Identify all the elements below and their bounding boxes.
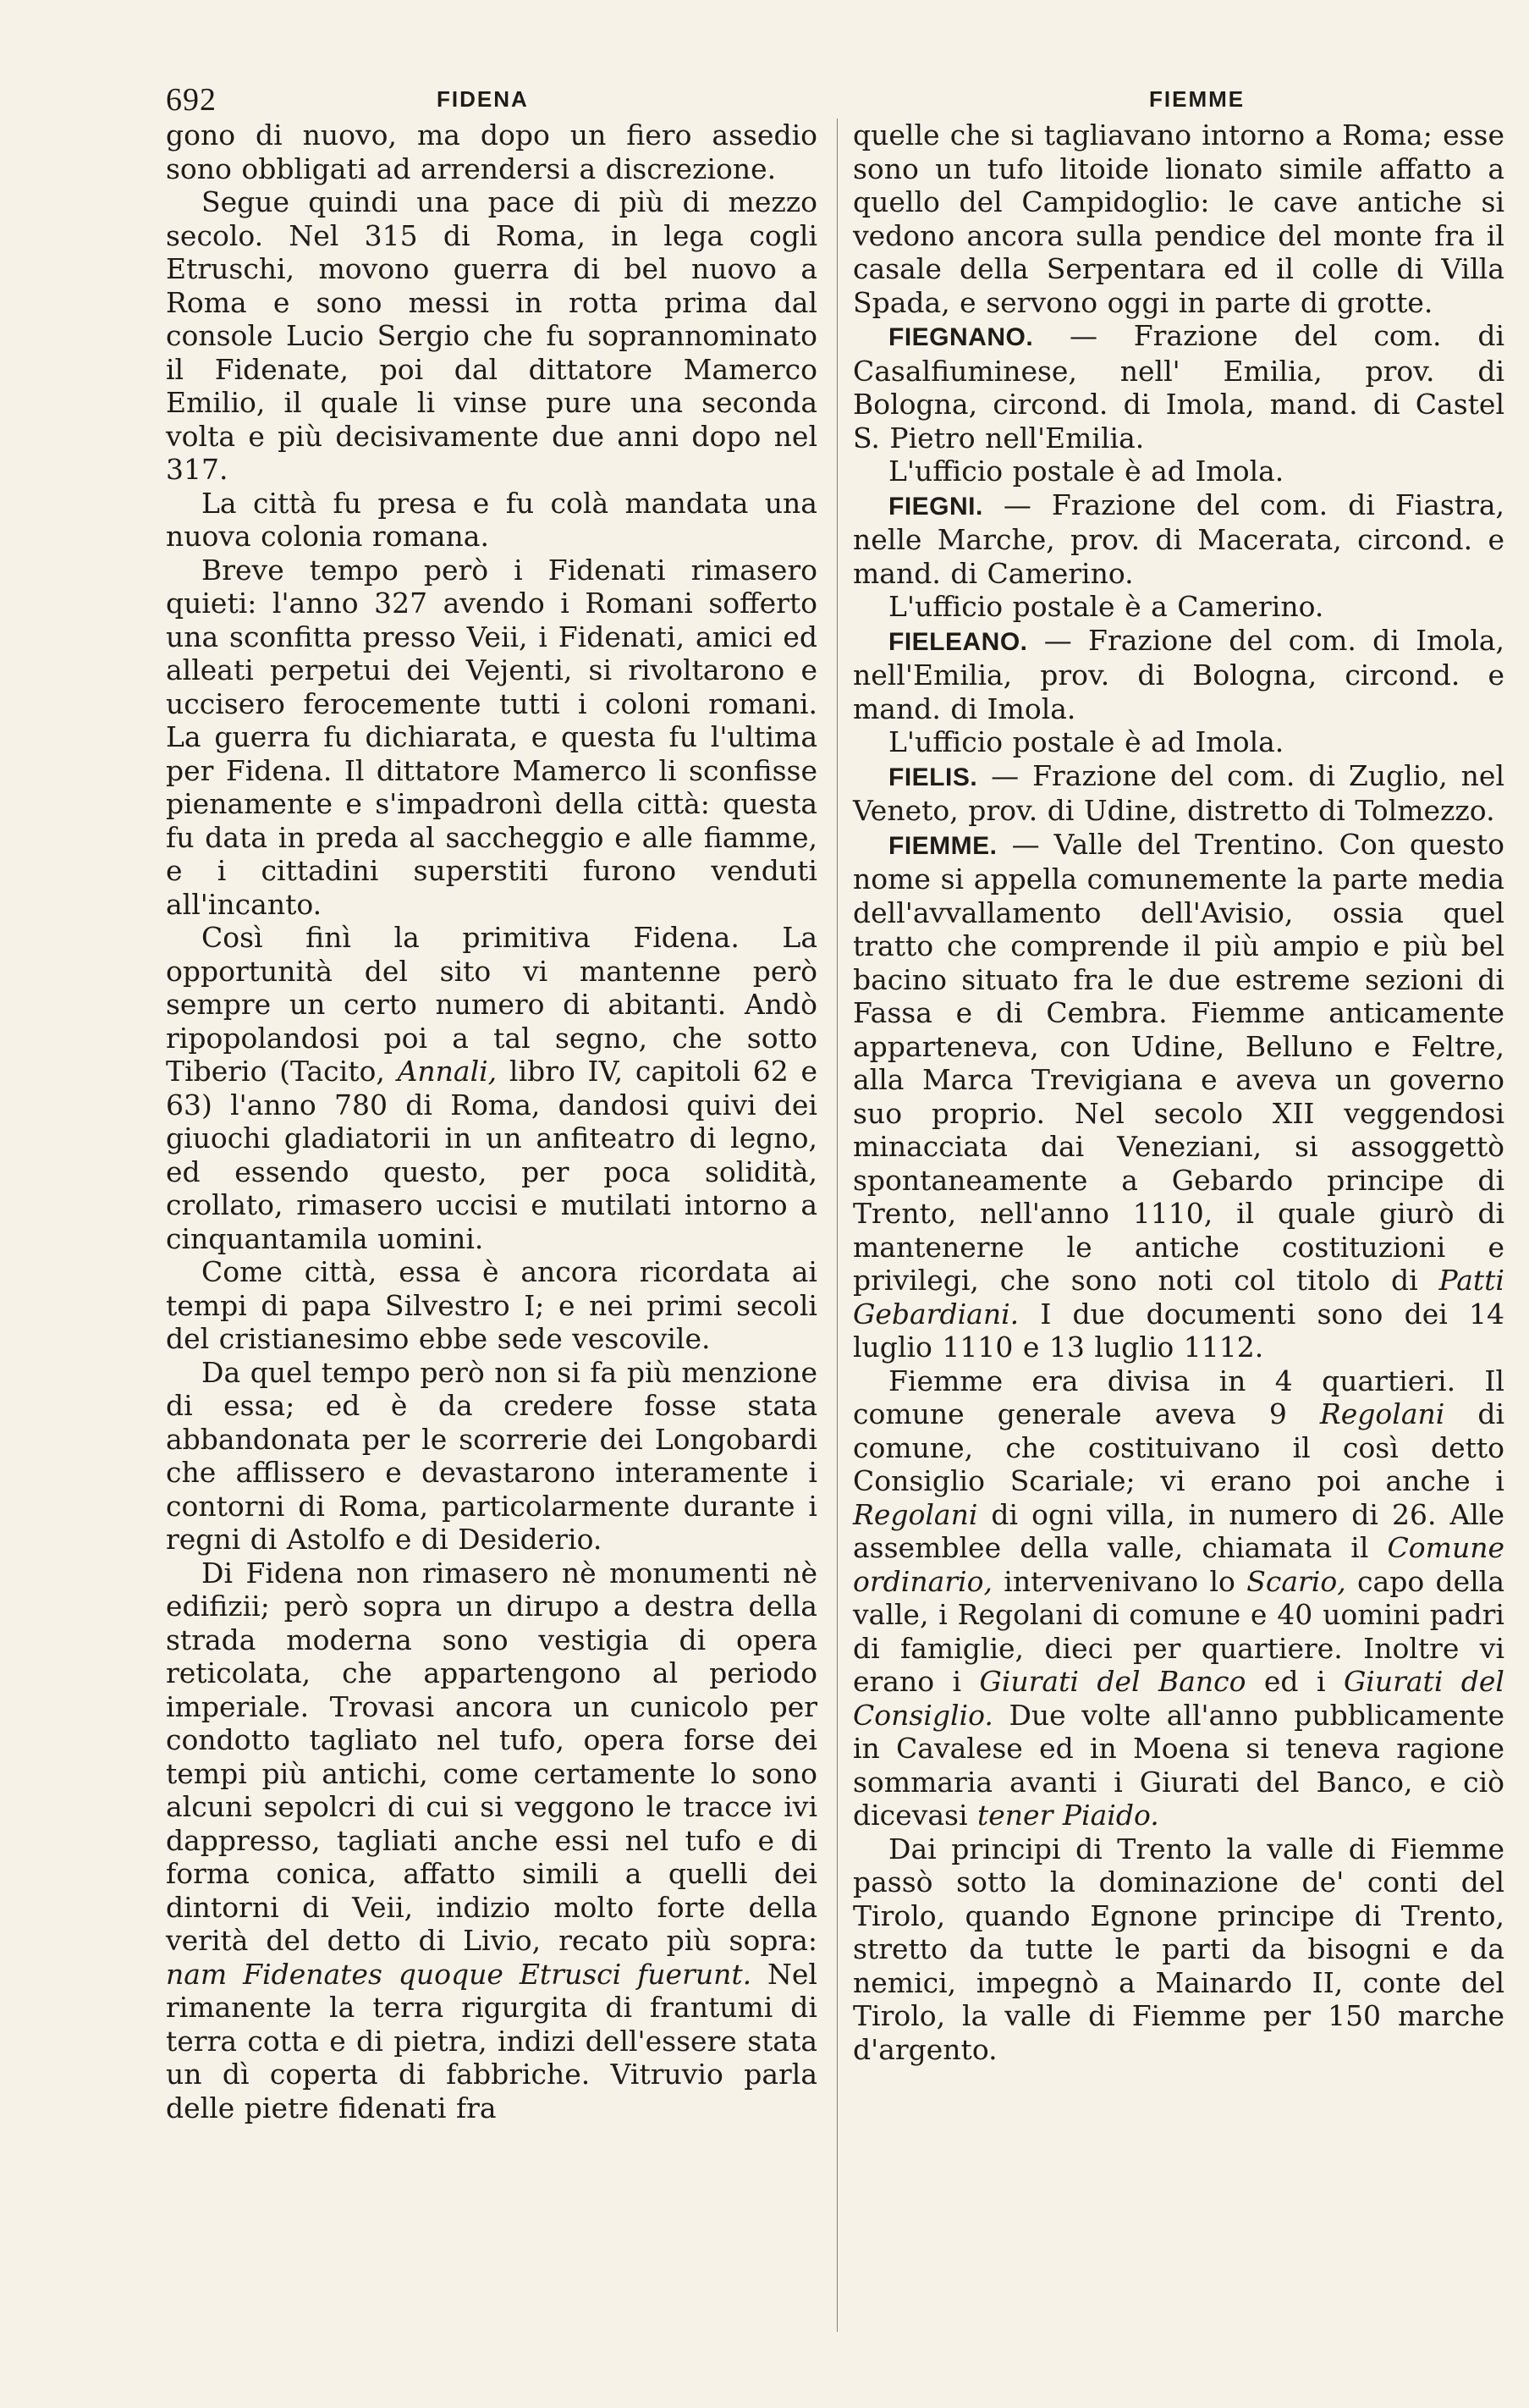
page-number: 692 — [166, 82, 217, 118]
italic-term: Giurati del Banco — [979, 1665, 1246, 1698]
entry-fielis: FIELIS. — Frazione del com. di Zuglio, nel Veneto, prov. di Udine, distretto di Tolmezzo. — [853, 758, 1504, 827]
italic-term: Scario, — [1246, 1564, 1346, 1598]
paragraph: quelle che si tagliavano intorno a Roma; esse sono un tufo litoide lionato simile affatto a quello del Campidoglio: le cave antiche si vedono ancora sulla pendice del monte fra il casale della Serpentara ed il colle di Villa Spada, e servono oggi in parte di grotte. — [853, 118, 1504, 319]
entry-fiegni: FIEGNI. — Frazione del com. di Fiastra, nelle Marche, prov. di Macerata, circond. e mand. di Camerino. — [853, 488, 1504, 590]
running-head-right: FIEMME — [1149, 86, 1246, 112]
left-column — [166, 118, 817, 2124]
paragraph: gono di nuovo, ma dopo un fiero assedio sono obbligati ad arrendersi a discrezione. — [166, 118, 817, 185]
italic-quote: nam Fidenates quoque Etrusci fuerunt. — [166, 1957, 752, 1991]
paragraph: Fiemme era divisa in 4 quartieri. Il comune generale aveva 9 Regolani di comune, che costituivano il così detto Consiglio Scariale; vi erano poi anche i Regolani di ogni villa, in numero di 26. Alle assemblee della valle, chiamata il Comune ordinario, intervenivano lo Scario, capo della valle, i Regolani di comune e 40 uomini padri di famiglie, dieci per quartiere. Inoltre vi erano i Giurati del Banco ed i Giurati del Consiglio. Due volte all'anno pubblicamente in Cavalese ed in Moena si teneva ragione sommaria avanti i Giurati del Banco, e ciò dicevasi tener Piaido. — [853, 1364, 1504, 1832]
italic-term: Comune ordinario, — [853, 1531, 1504, 1598]
paragraph: Breve tempo però i Fidenati rimasero quieti: l'anno 327 avendo i Romani sofferto una sconfitta presso Veii, i Fidenati, amici ed alleati perpetui dei Vejenti, si rivoltarono e uccisero ferocemente tutti i coloni romani. La guerra fu dichiarata, e questa fu l'ultima per Fidena. Il dittatore Mamerco li sconfisse pienamente e s'impadronì della città: questa fu data in preda al saccheggio e alle fiamme, e i cittadini superstiti furono venduti all'incanto. — [166, 553, 817, 921]
italic-term: tener Piaido. — [977, 1799, 1159, 1832]
entry-headword: FIEMME. — [888, 831, 998, 860]
paragraph: L'ufficio postale è ad Imola. — [888, 725, 1284, 758]
entry-headword: FIELEANO. — [888, 627, 1028, 656]
paragraph: Come città, essa è ancora ricordata ai tempi di papa Silvestro I; e nei primi secoli del cristianesimo ebbe sede vescovile. — [166, 1255, 817, 1355]
paragraph: Di Fidena non rimasero nè monumenti nè edifizii; però sopra un dirupo a destra della strada moderna sono vestigia di opera reticolata, che appartengono al periodo imperiale. Trovasi ancora un cunicolo per condotto tagliato nel tufo, opera forse dei tempi più antichi, come certamente lo sono alcuni sepolcri di cui si veggono le tracce ivi dappresso, tagliati anche essi nel tufo e di forma conica, affatto simili a quelli dei dintorni di Veii, indizio molto forte della verità del detto di Livio, recato più sopra: nam Fidenates quoque Etrusci fuerunt. Nel rimanente la terra rigurgita di frantumi di terra cotta e di pietra, indizi dell'essere stata un dì coperta di fabbriche. Vitruvio parla delle pietre fidenati fra — [166, 1556, 817, 2124]
entry-fiegnano: FIEGNANO. — Frazione del com. di Casalfiuminese, nell' Emilia, prov. di Bologna, circond. di Imola, mand. di Castel S. Pietro nell'Emilia. — [853, 319, 1504, 455]
paragraph: Da quel tempo però non si fa più menzione di essa; ed è da credere fosse stata abbandonata per le scorrerie dei Longobardi che afflissero e devastarono interamente i contorni di Roma, particolarmente durante i regni di Astolfo e di Desiderio. — [166, 1355, 817, 1556]
page-header — [0, 81, 1529, 124]
italic-term: Regolani — [853, 1497, 978, 1531]
paragraph: Dai principi di Trento la valle di Fiemme passò sotto la dominazione de' conti del Tirolo, quando Egnone principe di Trento, stretto da tutte le parti da bisogni e da nemici, impegnò a Mainardo II, conte del Tirolo, la valle di Fiemme per 150 marche d'argento. — [853, 1832, 1504, 2066]
running-head-left: FIDENA — [437, 86, 529, 112]
entry-headword: FIEGNANO. — [888, 323, 1034, 351]
entry-fiemme: FIEMME. — Valle del Trentino. Con questo nome si appella comunemente la parte media dell'avvallamento dell'Avisio, ossia quel tratto che comprende il più ampio e più bel bacino situato fra le due estreme sezioni di Fassa e di Cembra. Fiemme anticamente apparteneva, con Udine, Belluno e Feltre, alla Marca Trevigiana e aveva un governo suo proprio. Nel secolo XII veggendosi minacciata dai Veneziani, si assoggettò spontaneamente a Gebardo principe di Trento, nell'anno 1110, il quale giurò di mantenerne le antiche costituzioni e privilegi, che sono noti col titolo di Patti Gebardiani. I due documenti sono dei 14 luglio 1110 e 13 luglio 1112. — [853, 827, 1504, 1364]
italic-term: Giurati del Consiglio. — [853, 1665, 1504, 1732]
entry-fieleano: FIELEANO. — Frazione del com. di Imola, nell'Emilia, prov. di Bologna, circond. e mand. di Imola. — [853, 623, 1504, 725]
paragraph: Così finì la primitiva Fidena. La opportunità del sito vi mantenne però sempre un certo numero di abitanti. Andò ripopolandosi poi a tal segno, che sotto Tiberio (Tacito, Annali, libro IV, capitoli 62 e 63) l'anno 780 di Roma, dandosi quivi dei giuochi gladiatorii in un anfiteatro di legno, ed essendo questo, per poca solidità, crollato, rimasero uccisi e mutilati intorno a cinquantamila uomini. — [166, 921, 817, 1255]
italic-citation: Annali, — [397, 1055, 498, 1088]
paragraph: L'ufficio postale è a Camerino. — [888, 590, 1324, 623]
right-column — [853, 118, 1504, 2066]
column-divider — [837, 118, 838, 2332]
paragraph: La città fu presa e fu colà mandata una nuova colonia romana. — [166, 486, 817, 553]
entry-headword: FIELIS. — [888, 763, 978, 791]
entry-headword: FIEGNI. — [888, 492, 983, 521]
italic-term: Patti Gebardiani. — [853, 1264, 1504, 1331]
italic-term: Regolani — [1319, 1397, 1445, 1430]
paragraph: L'ufficio postale è ad Imola. — [888, 455, 1284, 488]
paragraph: Segue quindi una pace di più di mezzo secolo. Nel 315 di Roma, in lega cogli Etruschi, movono guerra di bel nuovo a Roma e sono messi in rotta prima dal console Lucio Sergio che fu soprannominato il Fidenate, poi dal dittatore Mamerco Emilio, il quale li vinse pure una seconda volta e più decisivamente due anni dopo nel 317. — [166, 185, 817, 486]
